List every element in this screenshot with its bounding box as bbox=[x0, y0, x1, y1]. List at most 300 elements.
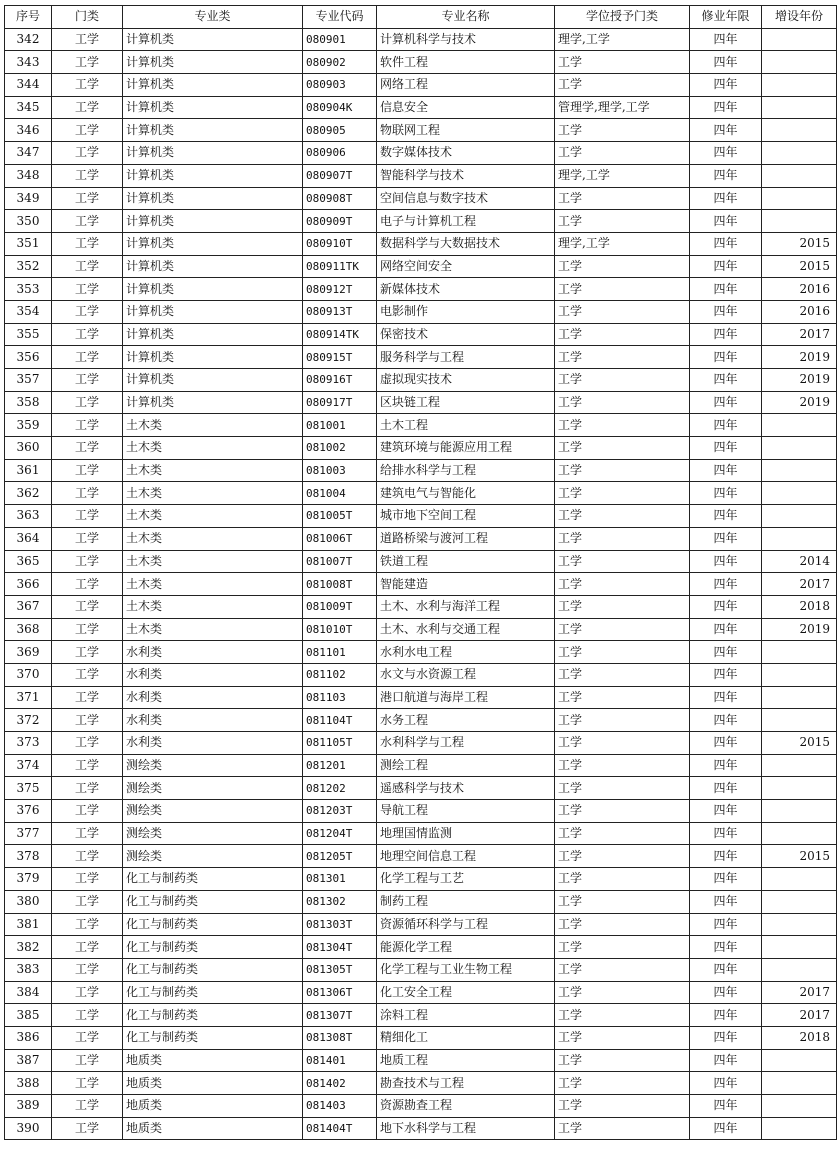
cell-major-class: 地质类 bbox=[123, 1049, 303, 1072]
cell-major-code: 080916T bbox=[303, 369, 377, 392]
cell-major-name: 数字媒体技术 bbox=[377, 142, 555, 165]
cell-degree-category: 理学,工学 bbox=[555, 164, 690, 187]
cell-major-code: 081203T bbox=[303, 800, 377, 823]
cell-duration: 四年 bbox=[690, 346, 762, 369]
cell-index: 383 bbox=[5, 958, 52, 981]
cell-major-class: 土木类 bbox=[123, 618, 303, 641]
cell-duration: 四年 bbox=[690, 323, 762, 346]
cell-year-added bbox=[762, 51, 837, 74]
cell-degree-category: 工学 bbox=[555, 346, 690, 369]
cell-category: 工学 bbox=[52, 550, 123, 573]
cell-year-added: 2015 bbox=[762, 255, 837, 278]
cell-year-added bbox=[762, 414, 837, 437]
cell-duration: 四年 bbox=[690, 777, 762, 800]
cell-major-code: 080908T bbox=[303, 187, 377, 210]
header-major-name: 专业名称 bbox=[377, 6, 555, 29]
cell-major-code: 081006T bbox=[303, 527, 377, 550]
cell-index: 381 bbox=[5, 913, 52, 936]
cell-category: 工学 bbox=[52, 51, 123, 74]
cell-index: 379 bbox=[5, 868, 52, 891]
cell-category: 工学 bbox=[52, 845, 123, 868]
table-row bbox=[5, 505, 837, 528]
cell-index: 342 bbox=[5, 28, 52, 51]
cell-degree-category: 工学 bbox=[555, 1095, 690, 1118]
cell-major-code: 081402 bbox=[303, 1072, 377, 1095]
cell-major-code: 081102 bbox=[303, 663, 377, 686]
cell-category: 工学 bbox=[52, 754, 123, 777]
cell-major-class: 水利类 bbox=[123, 709, 303, 732]
cell-duration: 四年 bbox=[690, 51, 762, 74]
table-row bbox=[5, 482, 837, 505]
cell-duration: 四年 bbox=[690, 142, 762, 165]
cell-degree-category: 工学 bbox=[555, 777, 690, 800]
cell-index: 353 bbox=[5, 278, 52, 301]
cell-degree-category: 工学 bbox=[555, 958, 690, 981]
cell-major-code: 081302 bbox=[303, 890, 377, 913]
cell-degree-category: 工学 bbox=[555, 800, 690, 823]
cell-year-added: 2017 bbox=[762, 981, 837, 1004]
cell-degree-category: 工学 bbox=[555, 187, 690, 210]
cell-index: 385 bbox=[5, 1004, 52, 1027]
cell-year-added bbox=[762, 913, 837, 936]
cell-category: 工学 bbox=[52, 96, 123, 119]
cell-degree-category: 工学 bbox=[555, 74, 690, 97]
cell-major-class: 化工与制药类 bbox=[123, 1004, 303, 1027]
cell-category: 工学 bbox=[52, 437, 123, 460]
cell-major-name: 土木工程 bbox=[377, 414, 555, 437]
header-category: 门类 bbox=[52, 6, 123, 29]
cell-year-added bbox=[762, 663, 837, 686]
table-row bbox=[5, 595, 837, 618]
cell-major-code: 081403 bbox=[303, 1095, 377, 1118]
cell-major-name: 给排水科学与工程 bbox=[377, 459, 555, 482]
cell-category: 工学 bbox=[52, 1072, 123, 1095]
cell-degree-category: 工学 bbox=[555, 1072, 690, 1095]
cell-major-name: 城市地下空间工程 bbox=[377, 505, 555, 528]
cell-index: 348 bbox=[5, 164, 52, 187]
cell-major-class: 计算机类 bbox=[123, 300, 303, 323]
cell-category: 工学 bbox=[52, 323, 123, 346]
cell-duration: 四年 bbox=[690, 505, 762, 528]
header-index: 序号 bbox=[5, 6, 52, 29]
cell-index: 358 bbox=[5, 391, 52, 414]
cell-major-class: 计算机类 bbox=[123, 74, 303, 97]
cell-year-added bbox=[762, 641, 837, 664]
cell-index: 380 bbox=[5, 890, 52, 913]
cell-duration: 四年 bbox=[690, 96, 762, 119]
cell-major-class: 化工与制药类 bbox=[123, 1026, 303, 1049]
cell-year-added: 2018 bbox=[762, 1026, 837, 1049]
cell-major-class: 测绘类 bbox=[123, 800, 303, 823]
cell-index: 366 bbox=[5, 573, 52, 596]
cell-index: 346 bbox=[5, 119, 52, 142]
cell-duration: 四年 bbox=[690, 391, 762, 414]
cell-major-code: 080912T bbox=[303, 278, 377, 301]
cell-major-name: 水利水电工程 bbox=[377, 641, 555, 664]
cell-major-class: 土木类 bbox=[123, 505, 303, 528]
cell-degree-category: 管理学,理学,工学 bbox=[555, 96, 690, 119]
cell-major-class: 测绘类 bbox=[123, 845, 303, 868]
cell-degree-category: 理学,工学 bbox=[555, 28, 690, 51]
cell-major-name: 物联网工程 bbox=[377, 119, 555, 142]
cell-index: 368 bbox=[5, 618, 52, 641]
cell-major-name: 精细化工 bbox=[377, 1026, 555, 1049]
cell-index: 360 bbox=[5, 437, 52, 460]
cell-major-code: 081007T bbox=[303, 550, 377, 573]
cell-degree-category: 工学 bbox=[555, 709, 690, 732]
table-row bbox=[5, 1049, 837, 1072]
cell-degree-category: 工学 bbox=[555, 527, 690, 550]
cell-duration: 四年 bbox=[690, 300, 762, 323]
cell-degree-category: 工学 bbox=[555, 981, 690, 1004]
cell-year-added bbox=[762, 709, 837, 732]
cell-year-added: 2016 bbox=[762, 278, 837, 301]
cell-major-class: 土木类 bbox=[123, 573, 303, 596]
cell-duration: 四年 bbox=[690, 550, 762, 573]
cell-index: 344 bbox=[5, 74, 52, 97]
cell-major-name: 电影制作 bbox=[377, 300, 555, 323]
table-row bbox=[5, 278, 837, 301]
cell-category: 工学 bbox=[52, 913, 123, 936]
table-row bbox=[5, 868, 837, 891]
cell-category: 工学 bbox=[52, 595, 123, 618]
cell-year-added: 2019 bbox=[762, 618, 837, 641]
table-row bbox=[5, 232, 837, 255]
cell-index: 375 bbox=[5, 777, 52, 800]
cell-major-code: 080902 bbox=[303, 51, 377, 74]
cell-index: 349 bbox=[5, 187, 52, 210]
cell-major-name: 水务工程 bbox=[377, 709, 555, 732]
cell-degree-category: 工学 bbox=[555, 550, 690, 573]
cell-major-name: 港口航道与海岸工程 bbox=[377, 686, 555, 709]
cell-major-code: 081105T bbox=[303, 732, 377, 755]
cell-duration: 四年 bbox=[690, 369, 762, 392]
cell-degree-category: 工学 bbox=[555, 618, 690, 641]
table-row bbox=[5, 300, 837, 323]
cell-major-name: 地下水科学与工程 bbox=[377, 1117, 555, 1140]
header-major-code: 专业代码 bbox=[303, 6, 377, 29]
cell-index: 378 bbox=[5, 845, 52, 868]
cell-duration: 四年 bbox=[690, 210, 762, 233]
cell-category: 工学 bbox=[52, 936, 123, 959]
cell-duration: 四年 bbox=[690, 414, 762, 437]
cell-major-class: 化工与制药类 bbox=[123, 958, 303, 981]
cell-major-code: 081201 bbox=[303, 754, 377, 777]
table-body bbox=[5, 28, 837, 1140]
cell-major-code: 081303T bbox=[303, 913, 377, 936]
table-row bbox=[5, 890, 837, 913]
cell-major-name: 地质工程 bbox=[377, 1049, 555, 1072]
cell-index: 374 bbox=[5, 754, 52, 777]
cell-duration: 四年 bbox=[690, 709, 762, 732]
cell-duration: 四年 bbox=[690, 595, 762, 618]
cell-index: 386 bbox=[5, 1026, 52, 1049]
cell-major-code: 081204T bbox=[303, 822, 377, 845]
cell-year-added bbox=[762, 437, 837, 460]
cell-major-name: 铁道工程 bbox=[377, 550, 555, 573]
cell-degree-category: 工学 bbox=[555, 300, 690, 323]
cell-major-code: 081009T bbox=[303, 595, 377, 618]
header-major-class: 专业类 bbox=[123, 6, 303, 29]
cell-duration: 四年 bbox=[690, 232, 762, 255]
table-row bbox=[5, 822, 837, 845]
cell-major-name: 软件工程 bbox=[377, 51, 555, 74]
cell-category: 工学 bbox=[52, 1095, 123, 1118]
cell-year-added: 2015 bbox=[762, 845, 837, 868]
cell-duration: 四年 bbox=[690, 1095, 762, 1118]
cell-year-added bbox=[762, 96, 837, 119]
cell-major-name: 水文与水资源工程 bbox=[377, 663, 555, 686]
cell-duration: 四年 bbox=[690, 573, 762, 596]
cell-index: 363 bbox=[5, 505, 52, 528]
cell-duration: 四年 bbox=[690, 936, 762, 959]
cell-category: 工学 bbox=[52, 1049, 123, 1072]
cell-degree-category: 理学,工学 bbox=[555, 232, 690, 255]
cell-major-class: 化工与制药类 bbox=[123, 936, 303, 959]
cell-index: 388 bbox=[5, 1072, 52, 1095]
cell-major-name: 区块链工程 bbox=[377, 391, 555, 414]
cell-major-code: 081004 bbox=[303, 482, 377, 505]
cell-year-added bbox=[762, 527, 837, 550]
cell-year-added bbox=[762, 28, 837, 51]
cell-degree-category: 工学 bbox=[555, 573, 690, 596]
cell-year-added bbox=[762, 822, 837, 845]
table-row bbox=[5, 641, 837, 664]
cell-year-added: 2019 bbox=[762, 346, 837, 369]
cell-year-added bbox=[762, 164, 837, 187]
cell-year-added: 2017 bbox=[762, 573, 837, 596]
cell-major-name: 资源循环科学与工程 bbox=[377, 913, 555, 936]
cell-major-code: 081306T bbox=[303, 981, 377, 1004]
cell-index: 359 bbox=[5, 414, 52, 437]
cell-major-name: 土木、水利与交通工程 bbox=[377, 618, 555, 641]
table-row bbox=[5, 709, 837, 732]
cell-major-class: 土木类 bbox=[123, 482, 303, 505]
cell-major-class: 地质类 bbox=[123, 1095, 303, 1118]
cell-major-class: 水利类 bbox=[123, 663, 303, 686]
cell-duration: 四年 bbox=[690, 1004, 762, 1027]
cell-category: 工学 bbox=[52, 74, 123, 97]
cell-degree-category: 工学 bbox=[555, 323, 690, 346]
cell-major-code: 081005T bbox=[303, 505, 377, 528]
cell-major-code: 080904K bbox=[303, 96, 377, 119]
cell-year-added bbox=[762, 1049, 837, 1072]
cell-major-code: 081202 bbox=[303, 777, 377, 800]
cell-major-name: 水利科学与工程 bbox=[377, 732, 555, 755]
cell-major-name: 能源化学工程 bbox=[377, 936, 555, 959]
cell-index: 357 bbox=[5, 369, 52, 392]
cell-major-class: 计算机类 bbox=[123, 346, 303, 369]
cell-year-added bbox=[762, 754, 837, 777]
cell-category: 工学 bbox=[52, 890, 123, 913]
cell-major-code: 081008T bbox=[303, 573, 377, 596]
cell-duration: 四年 bbox=[690, 437, 762, 460]
cell-year-added: 2017 bbox=[762, 323, 837, 346]
table-row bbox=[5, 391, 837, 414]
cell-category: 工学 bbox=[52, 232, 123, 255]
cell-major-name: 导航工程 bbox=[377, 800, 555, 823]
cell-year-added bbox=[762, 119, 837, 142]
cell-degree-category: 工学 bbox=[555, 142, 690, 165]
cell-major-name: 涂料工程 bbox=[377, 1004, 555, 1027]
cell-degree-category: 工学 bbox=[555, 210, 690, 233]
table-row bbox=[5, 550, 837, 573]
cell-year-added: 2018 bbox=[762, 595, 837, 618]
table-row bbox=[5, 28, 837, 51]
cell-category: 工学 bbox=[52, 641, 123, 664]
cell-degree-category: 工学 bbox=[555, 119, 690, 142]
cell-degree-category: 工学 bbox=[555, 913, 690, 936]
table-row bbox=[5, 527, 837, 550]
cell-duration: 四年 bbox=[690, 663, 762, 686]
table-row bbox=[5, 51, 837, 74]
cell-degree-category: 工学 bbox=[555, 278, 690, 301]
table-row bbox=[5, 210, 837, 233]
cell-major-code: 080915T bbox=[303, 346, 377, 369]
cell-index: 362 bbox=[5, 482, 52, 505]
table-row bbox=[5, 1026, 837, 1049]
cell-duration: 四年 bbox=[690, 845, 762, 868]
cell-major-class: 土木类 bbox=[123, 527, 303, 550]
cell-major-name: 化学工程与工业生物工程 bbox=[377, 958, 555, 981]
table-row bbox=[5, 459, 837, 482]
cell-major-name: 服务科学与工程 bbox=[377, 346, 555, 369]
cell-degree-category: 工学 bbox=[555, 890, 690, 913]
cell-major-name: 勘查技术与工程 bbox=[377, 1072, 555, 1095]
cell-index: 382 bbox=[5, 936, 52, 959]
cell-major-code: 081307T bbox=[303, 1004, 377, 1027]
table-row bbox=[5, 119, 837, 142]
cell-major-class: 土木类 bbox=[123, 437, 303, 460]
cell-year-added bbox=[762, 890, 837, 913]
cell-category: 工学 bbox=[52, 119, 123, 142]
cell-category: 工学 bbox=[52, 278, 123, 301]
cell-major-code: 081003 bbox=[303, 459, 377, 482]
cell-duration: 四年 bbox=[690, 187, 762, 210]
cell-category: 工学 bbox=[52, 663, 123, 686]
cell-major-code: 080917T bbox=[303, 391, 377, 414]
cell-category: 工学 bbox=[52, 732, 123, 755]
table-row bbox=[5, 686, 837, 709]
document-page bbox=[4, 5, 838, 1140]
cell-major-class: 土木类 bbox=[123, 414, 303, 437]
cell-major-code: 080911TK bbox=[303, 255, 377, 278]
cell-year-added bbox=[762, 958, 837, 981]
cell-year-added bbox=[762, 74, 837, 97]
cell-index: 343 bbox=[5, 51, 52, 74]
cell-major-code: 081010T bbox=[303, 618, 377, 641]
table-row bbox=[5, 800, 837, 823]
cell-major-name: 制药工程 bbox=[377, 890, 555, 913]
cell-duration: 四年 bbox=[690, 459, 762, 482]
cell-degree-category: 工学 bbox=[555, 936, 690, 959]
cell-degree-category: 工学 bbox=[555, 732, 690, 755]
cell-degree-category: 工学 bbox=[555, 1026, 690, 1049]
cell-category: 工学 bbox=[52, 210, 123, 233]
table-row bbox=[5, 663, 837, 686]
table-row bbox=[5, 1004, 837, 1027]
cell-major-name: 电子与计算机工程 bbox=[377, 210, 555, 233]
cell-degree-category: 工学 bbox=[555, 391, 690, 414]
table-row bbox=[5, 1117, 837, 1140]
cell-major-class: 测绘类 bbox=[123, 822, 303, 845]
cell-duration: 四年 bbox=[690, 164, 762, 187]
cell-major-class: 计算机类 bbox=[123, 210, 303, 233]
cell-category: 工学 bbox=[52, 459, 123, 482]
cell-major-class: 土木类 bbox=[123, 595, 303, 618]
cell-major-class: 计算机类 bbox=[123, 96, 303, 119]
cell-major-name: 新媒体技术 bbox=[377, 278, 555, 301]
cell-duration: 四年 bbox=[690, 74, 762, 97]
cell-category: 工学 bbox=[52, 414, 123, 437]
cell-degree-category: 工学 bbox=[555, 686, 690, 709]
cell-major-class: 水利类 bbox=[123, 641, 303, 664]
cell-major-code: 080901 bbox=[303, 28, 377, 51]
cell-major-code: 080907T bbox=[303, 164, 377, 187]
cell-major-name: 测绘工程 bbox=[377, 754, 555, 777]
cell-year-added bbox=[762, 210, 837, 233]
cell-year-added: 2015 bbox=[762, 232, 837, 255]
cell-major-name: 建筑环境与能源应用工程 bbox=[377, 437, 555, 460]
header-degree-category: 学位授予门类 bbox=[555, 6, 690, 29]
cell-major-name: 智能科学与技术 bbox=[377, 164, 555, 187]
cell-degree-category: 工学 bbox=[555, 641, 690, 664]
cell-major-name: 地理空间信息工程 bbox=[377, 845, 555, 868]
cell-major-class: 计算机类 bbox=[123, 232, 303, 255]
cell-major-name: 保密技术 bbox=[377, 323, 555, 346]
cell-duration: 四年 bbox=[690, 754, 762, 777]
cell-duration: 四年 bbox=[690, 1026, 762, 1049]
table-row bbox=[5, 732, 837, 755]
cell-degree-category: 工学 bbox=[555, 482, 690, 505]
cell-major-code: 081404T bbox=[303, 1117, 377, 1140]
cell-major-code: 081101 bbox=[303, 641, 377, 664]
cell-duration: 四年 bbox=[690, 641, 762, 664]
cell-major-class: 计算机类 bbox=[123, 28, 303, 51]
cell-year-added bbox=[762, 187, 837, 210]
cell-category: 工学 bbox=[52, 686, 123, 709]
cell-duration: 四年 bbox=[690, 822, 762, 845]
header-year-added: 增设年份 bbox=[762, 6, 837, 29]
cell-major-class: 测绘类 bbox=[123, 754, 303, 777]
cell-major-code: 080910T bbox=[303, 232, 377, 255]
cell-major-class: 计算机类 bbox=[123, 323, 303, 346]
table-row bbox=[5, 618, 837, 641]
cell-major-class: 计算机类 bbox=[123, 369, 303, 392]
cell-category: 工学 bbox=[52, 28, 123, 51]
cell-major-code: 080913T bbox=[303, 300, 377, 323]
table-row bbox=[5, 1072, 837, 1095]
cell-year-added bbox=[762, 1095, 837, 1118]
cell-major-name: 数据科学与大数据技术 bbox=[377, 232, 555, 255]
cell-index: 347 bbox=[5, 142, 52, 165]
cell-degree-category: 工学 bbox=[555, 51, 690, 74]
cell-duration: 四年 bbox=[690, 618, 762, 641]
cell-category: 工学 bbox=[52, 482, 123, 505]
cell-duration: 四年 bbox=[690, 981, 762, 1004]
cell-duration: 四年 bbox=[690, 119, 762, 142]
cell-major-code: 081305T bbox=[303, 958, 377, 981]
cell-year-added bbox=[762, 777, 837, 800]
cell-major-class: 化工与制药类 bbox=[123, 913, 303, 936]
table-row bbox=[5, 96, 837, 119]
cell-duration: 四年 bbox=[690, 800, 762, 823]
cell-major-name: 虚拟现实技术 bbox=[377, 369, 555, 392]
cell-major-class: 计算机类 bbox=[123, 278, 303, 301]
cell-category: 工学 bbox=[52, 777, 123, 800]
cell-degree-category: 工学 bbox=[555, 255, 690, 278]
cell-major-class: 计算机类 bbox=[123, 391, 303, 414]
